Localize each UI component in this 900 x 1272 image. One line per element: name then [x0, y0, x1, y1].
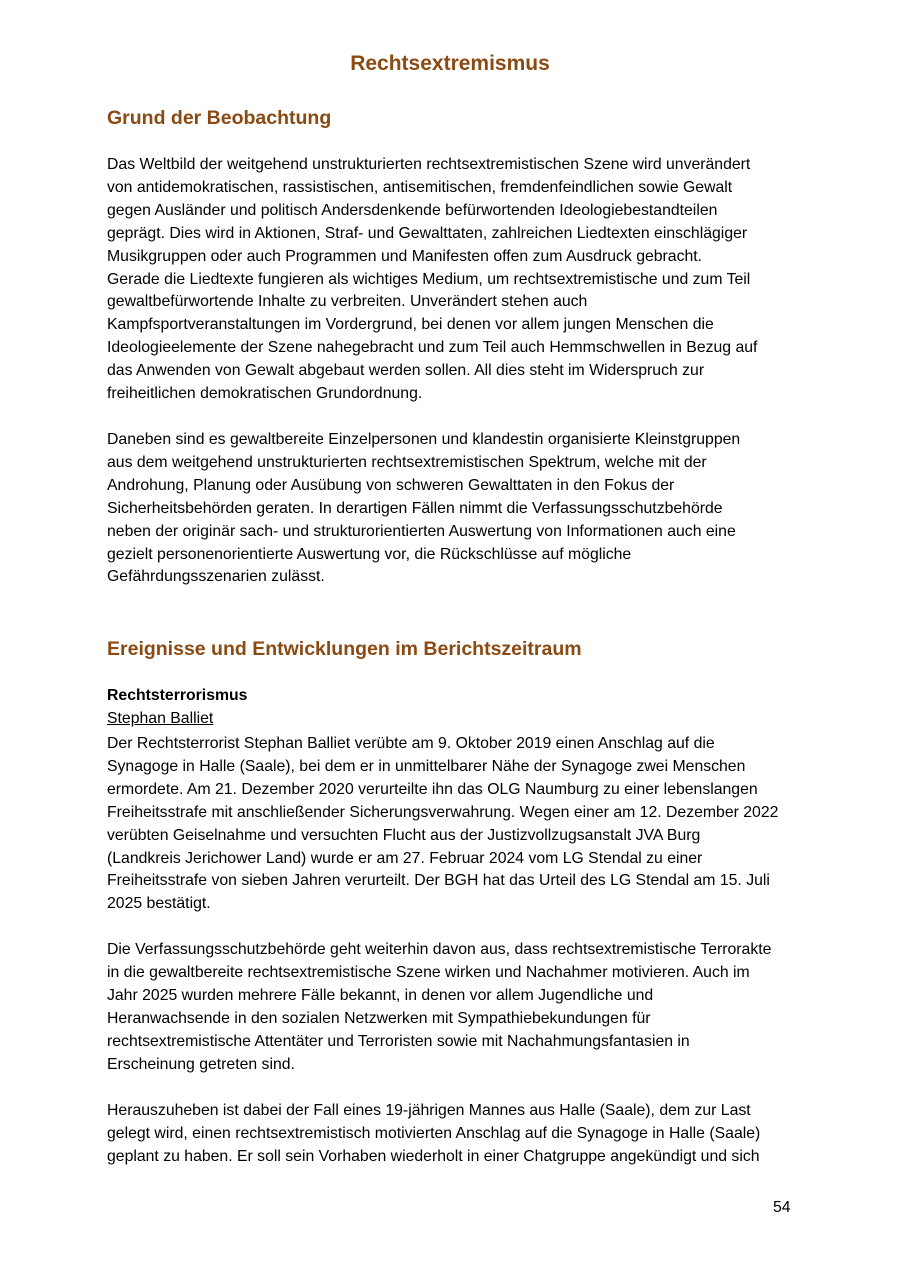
text-line: verübten Geiselnahme und versuchten Flucht aus der Justizvollzugsanstalt JVA Burg: [107, 826, 701, 844]
text-line: gelegt wird, einen rechtsextremistisch motivierten Anschlag auf die Synagoge in Halle (Saale): [107, 1124, 761, 1142]
text-line: Freiheitsstrafe mit anschließender Sicherungsverwahrung. Wegen einer am 12. Dezember 2022: [107, 803, 779, 821]
text-line: von antidemokratischen, rassistischen, antisemitischen, fremdenfeindlichen sowie Gewalt: [107, 178, 733, 196]
paragraph-grund-1: [107, 154, 827, 406]
text-line: Das Weltbild der weitgehend unstrukturierten rechtsextremistischen Szene wird unverändert: [107, 156, 751, 173]
text-line: gezielt personenorientierte Auswertung vor, die Rückschlüsse auf mögliche: [107, 545, 632, 563]
text-line: Kampfsportveranstaltungen im Vordergrund, bei denen vor allem jungen Menschen die: [107, 316, 714, 334]
text-line: gewaltbefürwortende Inhalte zu verbreiten. Unverändert stehen auch: [107, 293, 588, 311]
text-line: Gefährdungsszenarien zulässt.: [107, 568, 325, 586]
text-line: Ideologieelemente der Szene nahegebracht und zum Teil auch Hemmschwellen in Bezug auf: [107, 339, 758, 357]
text-line: Androhung, Planung oder Ausübung von schweren Gewalttaten in den Fokus der: [107, 476, 675, 494]
text-line: geprägt. Dies wird in Aktionen, Straf- und Gewalttaten, zahlreichen Liedtexten einschlägiger: [107, 224, 748, 242]
paragraph-grund-2: [107, 429, 827, 589]
text-line: Sicherheitsbehörden geraten. In derartigen Fällen nimmt die Verfassungsschutzbehörde: [107, 499, 723, 517]
section-heading-ereignisse: Ereignisse und Entwicklungen im Berichtszeitraum: [107, 638, 582, 660]
text-line: Freiheitsstrafe von sieben Jahren verurteilt. Der BGH hat das Urteil des LG Stendal am 15. Juli: [107, 872, 770, 890]
text-line: Der Rechtsterrorist Stephan Balliet verübte am 9. Oktober 2019 einen Anschlag auf die: [107, 735, 715, 752]
paragraph-terrorakte: [107, 939, 827, 1076]
text-line: Daneben sind es gewaltbereite Einzelpersonen und klandestin organisierte Kleinstgruppen: [107, 431, 741, 448]
text-line: Jahr 2025 wurden mehrere Fälle bekannt, in denen vor allem Jugendliche und: [107, 986, 654, 1004]
text-line: Musikgruppen oder auch Programmen und Manifesten offen zum Ausdruck gebracht.: [107, 247, 703, 265]
subheading-rechtsterrorismus: Rechtsterrorismus: [107, 687, 248, 704]
text-line: in die gewaltbereite rechtsextremistische Szene wirken und Nachahmer motivieren. Auch im: [107, 963, 750, 981]
text-line: Synagoge in Halle (Saale), bei dem er in unmittelbarer Nähe der Synagoge zwei Menschen: [107, 757, 746, 775]
text-line: neben der originär sach- und strukturorientierten Auswertung von Informationen auch eine: [107, 522, 736, 540]
page-number: 54: [773, 1199, 791, 1216]
text-line: rechtsextremistische Attentäter und Terroristen sowie mit Nachahmungsfantasien in: [107, 1032, 690, 1050]
page-title: Rechtsextremismus: [350, 52, 550, 75]
text-line: freiheitlichen demokratischen Grundordnung.: [107, 385, 423, 403]
text-line: Gerade die Liedtexte fungieren als wichtiges Medium, um rechtsextremistische und zum Teil: [107, 270, 751, 288]
section-heading-grund: Grund der Beobachtung: [107, 107, 332, 129]
text-line: Erscheinung getreten sind.: [107, 1055, 295, 1073]
text-line: Die Verfassungsschutzbehörde geht weiterhin davon aus, dass rechtsextremistische Terrorakte: [107, 941, 772, 958]
text-line: ermordete. Am 21. Dezember 2020 verurteilte ihn das OLG Naumburg zu einer lebenslangen: [107, 780, 758, 798]
paragraph-balliet: [107, 733, 827, 916]
text-line: 2025 bestätigt.: [107, 895, 211, 913]
text-line: Heranwachsende in den sozialen Netzwerken mit Sympathiebekundungen für: [107, 1009, 651, 1027]
subheading-stephan-balliet: Stephan Balliet: [107, 710, 214, 727]
text-line: das Anwenden von Gewalt abgebaut werden sollen. All dies steht im Widerspruch zur: [107, 362, 705, 380]
paragraph-halle-fall: [107, 1100, 827, 1169]
text-line: geplant zu haben. Er soll sein Vorhaben wiederholt in einer Chatgruppe angekündigt und sich: [107, 1147, 760, 1165]
text-line: Herauszuheben ist dabei der Fall eines 19-jährigen Mannes aus Halle (Saale), dem zur Last: [107, 1102, 751, 1119]
text-line: (Landkreis Jerichower Land) wurde er am 27. Februar 2024 vom LG Stendal zu einer: [107, 849, 703, 867]
text-line: aus dem weitgehend unstrukturierten rechtsextremistischen Spektrum, welche mit der: [107, 453, 707, 471]
text-line: gegen Ausländer und politisch Andersdenkende befürwortenden Ideologiebestandteilen: [107, 201, 718, 219]
